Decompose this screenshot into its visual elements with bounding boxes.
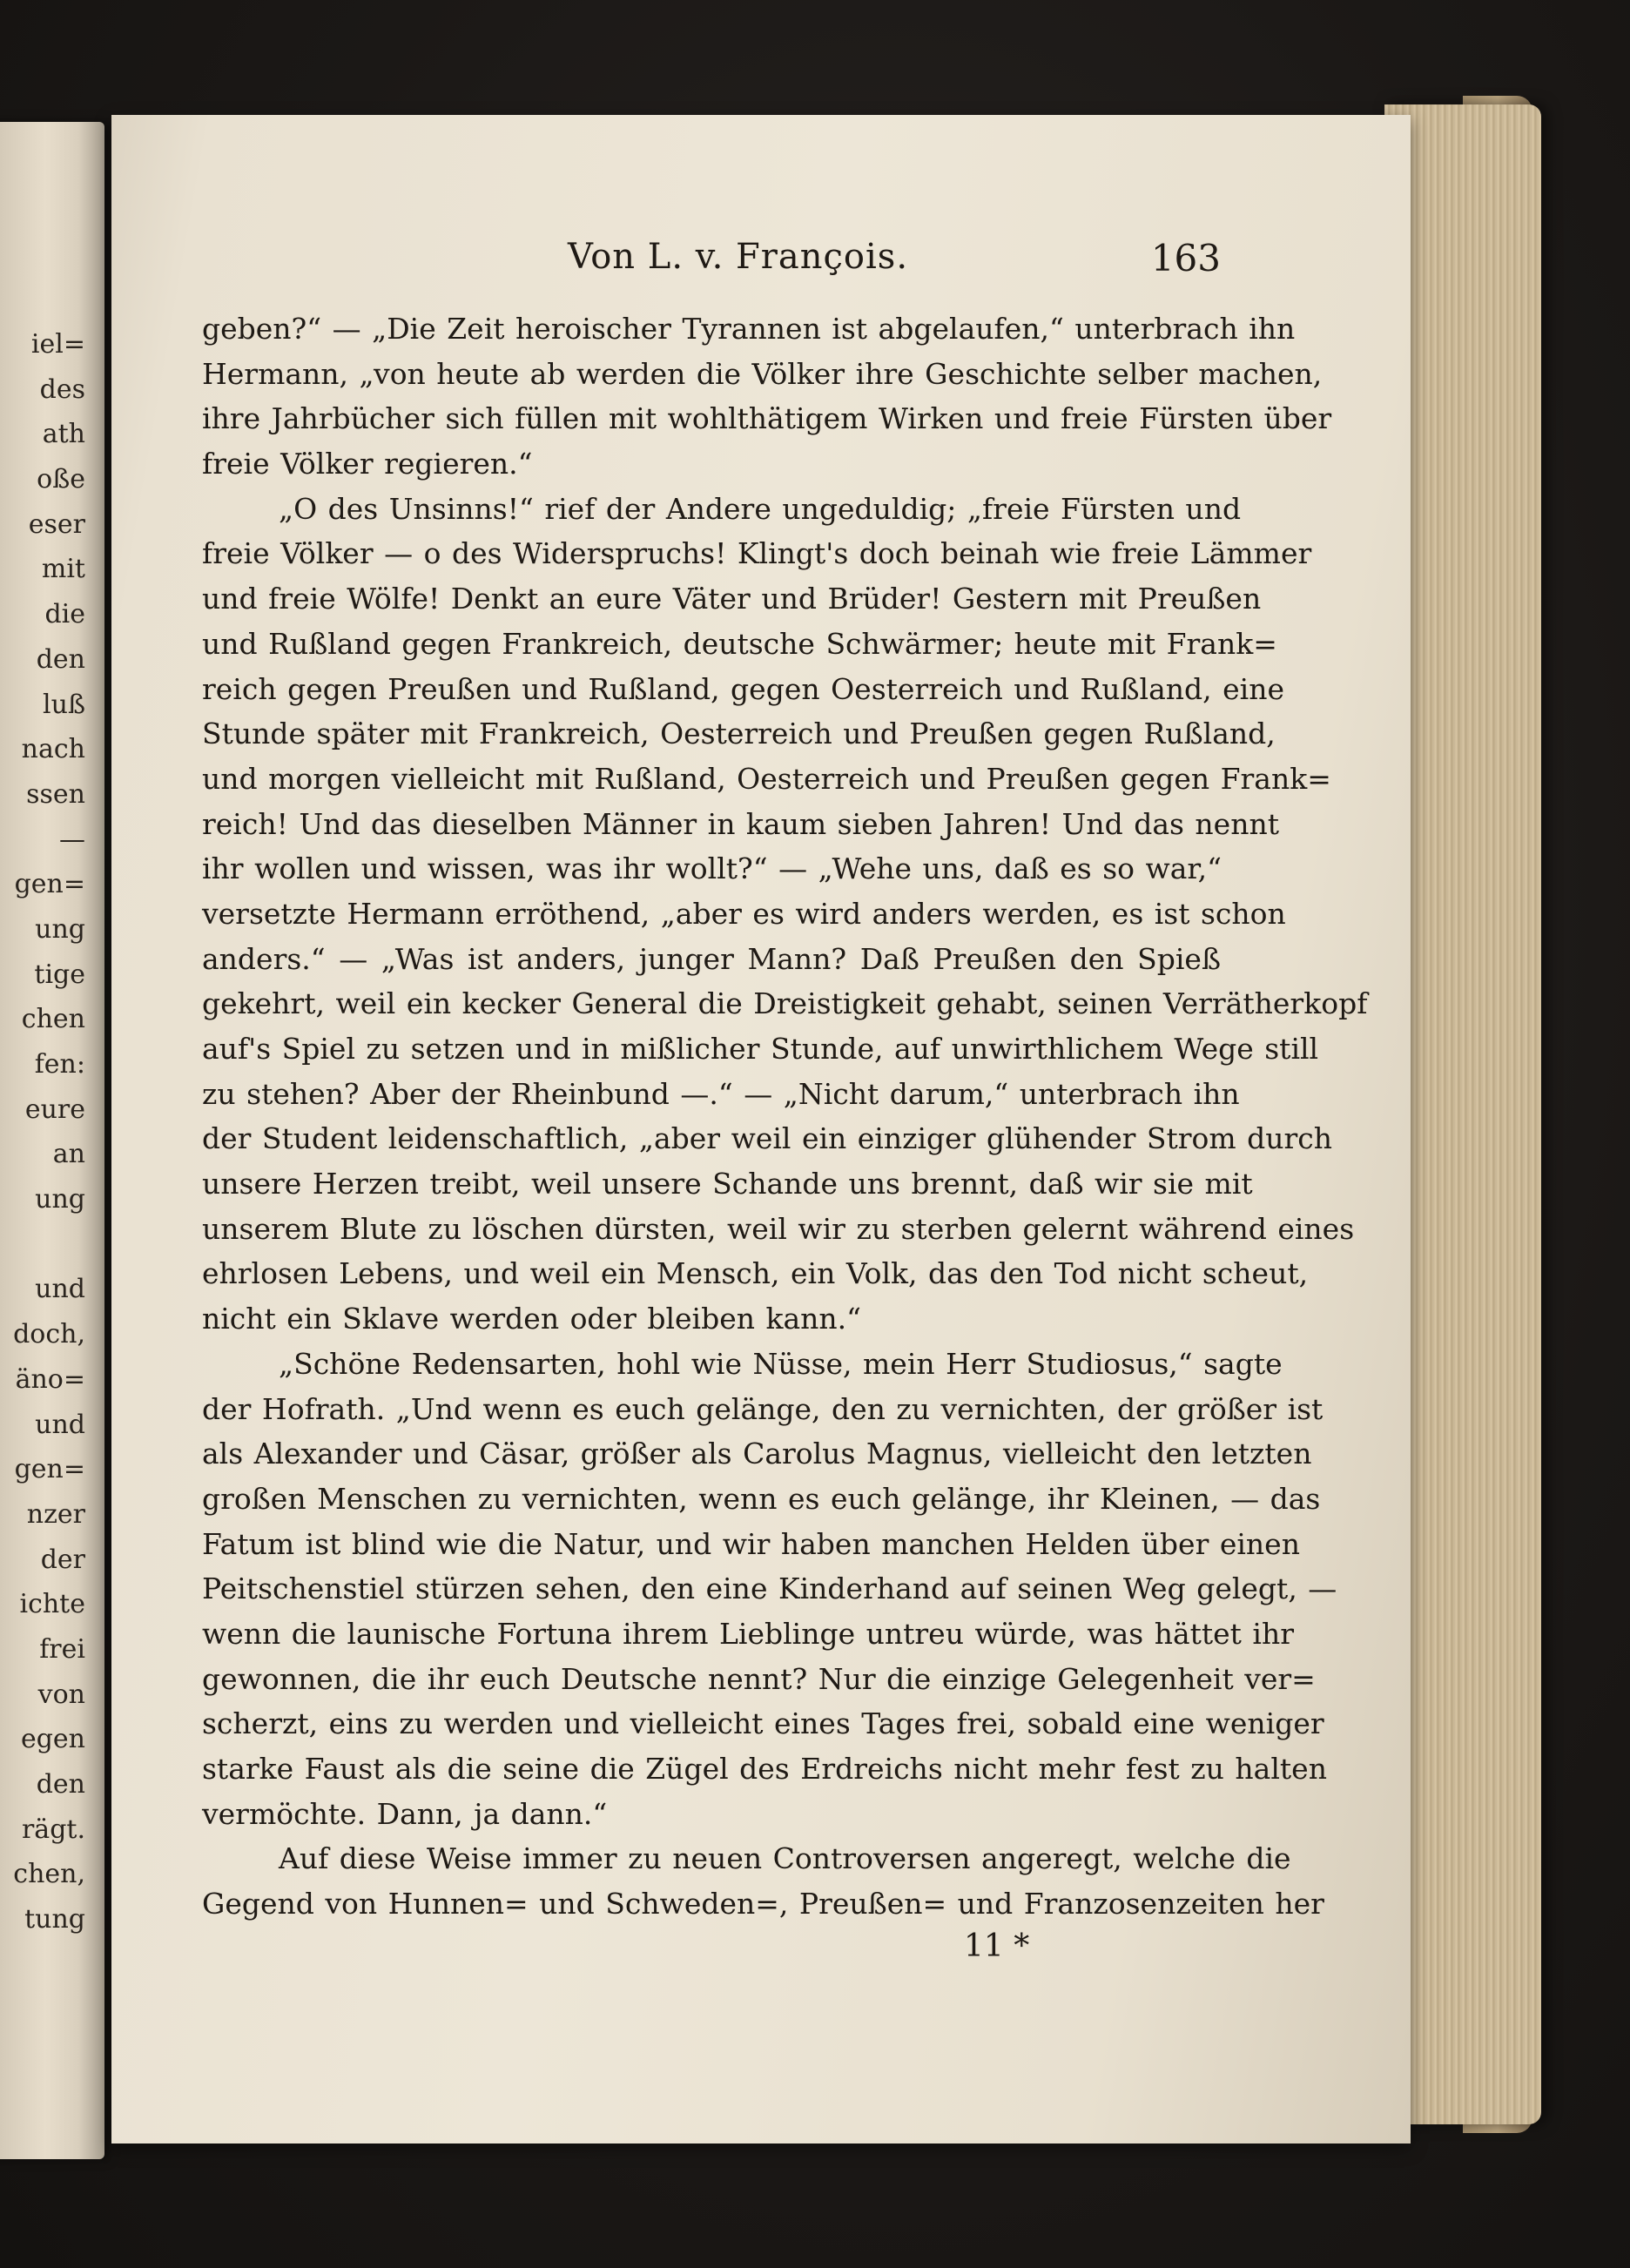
- text-line: unserem Blute zu löschen dürsten, weil wir zu sterben gelernt während eines: [202, 1211, 1355, 1246]
- text-line: ihre Jahrbücher sich füllen mit wohlthätigem Wirken und freie Fürsten über: [202, 401, 1332, 436]
- previous-page-text-fragments: [7, 322, 85, 1942]
- previous-page-line-fragment: äno=: [15, 1363, 85, 1395]
- previous-page-line-fragment: ung: [35, 1184, 85, 1215]
- page-content: [202, 237, 1368, 1974]
- text-line: Hermann, „von heute ab werden die Völker ihre Geschichte selber machen,: [202, 356, 1323, 391]
- text-line: Gegend von Hunnen= und Schweden=, Preußen= und Franzosenzeiten her: [202, 1887, 1324, 1921]
- previous-page-line-fragment: den: [36, 1769, 85, 1800]
- text-line: und Rußland gegen Frankreich, deutsche Schwärmer; heute mit Frank=: [202, 626, 1277, 661]
- previous-page-line-fragment: fen:: [34, 1049, 85, 1080]
- text-line: vermöchte. Dann, ja dann.“: [202, 1796, 608, 1831]
- text-line: Stunde später mit Frankreich, Oesterreich und Preußen gegen Rußland,: [202, 717, 1276, 751]
- previous-page-line-fragment: ath: [42, 419, 85, 450]
- previous-page-line-fragment: ssen: [26, 778, 85, 810]
- text-line: reich! Und das dieselben Männer in kaum sieben Jahren! Und das nennt: [202, 806, 1279, 841]
- previous-page-line-fragment: [7, 1222, 85, 1268]
- previous-page-line-fragment: tung: [24, 1904, 85, 1935]
- text-line: als Alexander und Cäsar, größer als Carolus Magnus, vielleicht den letzten: [202, 1437, 1312, 1471]
- previous-page-line-fragment: gen=: [14, 1454, 85, 1485]
- previous-page-line-fragment: an: [52, 1139, 85, 1170]
- text-line: der Student leidenschaftlich, „aber weil ein einziger glühender Strom durch: [202, 1121, 1333, 1156]
- previous-page-line-fragment: luß: [43, 689, 85, 720]
- text-line: gekehrt, weil ein kecker General die Dreistigkeit gehabt, seinen Verrätherkopf: [202, 986, 1368, 1021]
- text-line: freie Völker — o des Widerspruchs! Klingt's doch beinah wie freie Lämmer: [202, 536, 1312, 571]
- previous-page-line-fragment: eure: [24, 1094, 85, 1125]
- text-line: ihr wollen und wissen, was ihr wollt?“ — „Wehe uns, daß es so war,“: [202, 851, 1222, 886]
- previous-page-line-fragment: den: [36, 643, 85, 675]
- previous-page-line-fragment: nach: [21, 734, 85, 765]
- previous-page-line-fragment: tige: [34, 959, 85, 990]
- previous-page-line-fragment: chen: [21, 1004, 85, 1035]
- page-number: 163: [1150, 237, 1221, 279]
- text-line: „Schöne Redensarten, hohl wie Nüsse, mein Herr Studiosus,“ sagte: [279, 1346, 1283, 1381]
- previous-page-line-fragment: nzer: [26, 1498, 85, 1530]
- previous-page-line-fragment: eser: [28, 508, 85, 540]
- text-line: anders.“ — „Was ist anders, junger Mann? Daß Preußen den Spieß: [202, 941, 1221, 976]
- previous-page-line-fragment: —: [59, 824, 85, 855]
- text-line: nicht ein Sklave werden oder bleiben kann.“: [202, 1302, 862, 1336]
- previous-page-line-fragment: chen,: [13, 1859, 85, 1890]
- previous-page-line-fragment: mit: [41, 554, 85, 585]
- previous-page-line-fragment: oße: [37, 464, 85, 495]
- previous-page-line-fragment: und: [35, 1274, 85, 1305]
- running-title: Von L. v. François.: [568, 237, 909, 277]
- text-line: freie Völker regieren.“: [202, 447, 533, 481]
- previous-page-line-fragment: iel=: [30, 329, 85, 360]
- previous-page-line-fragment: der: [40, 1544, 85, 1575]
- previous-page-line-fragment: ung: [35, 913, 85, 945]
- previous-page-line-fragment: ichte: [19, 1589, 85, 1620]
- text-line: ehrlosen Lebens, und weil ein Mensch, ein Volk, das den Tod nicht scheut,: [202, 1256, 1309, 1291]
- text-line: auf's Spiel zu setzen und in mißlicher Stunde, auf unwirthlichem Wege still: [202, 1032, 1319, 1066]
- previous-page-line-fragment: und: [35, 1409, 85, 1440]
- text-line: wenn die launische Fortuna ihrem Lieblinge untreu würde, was hättet ihr: [202, 1616, 1295, 1651]
- previous-page-line-fragment: rägt.: [21, 1814, 85, 1845]
- text-line: unsere Herzen treibt, weil unsere Schande uns brennt, daß wir sie mit: [202, 1167, 1253, 1201]
- previous-page-line-fragment: die: [44, 599, 85, 630]
- text-line: geben?“ — „Die Zeit heroischer Tyrannen ist abgelaufen,“ unterbrach ihn: [202, 312, 1296, 346]
- text-line: scherzt, eins zu werden und vielleicht eines Tages frei, sobald eine weniger: [202, 1706, 1324, 1741]
- book-page: [111, 115, 1411, 2143]
- text-line: der Hofrath. „Und wenn es euch gelänge, den zu vernichten, der größer ist: [202, 1391, 1324, 1426]
- previous-page-line-fragment: des: [39, 374, 85, 405]
- text-line: gewonnen, die ihr euch Deutsche nennt? Nur die einzige Gelegenheit ver=: [202, 1661, 1316, 1696]
- previous-page-line-fragment: egen: [20, 1724, 85, 1755]
- text-line: und freie Wölfe! Denkt an eure Väter und Brüder! Gestern mit Preußen: [202, 582, 1262, 616]
- text-line: Auf diese Weise immer zu neuen Controversen angeregt, welche die: [279, 1841, 1291, 1876]
- running-head: [202, 237, 1221, 306]
- text-line: Peitschenstiel stürzen sehen, den eine Kinderhand auf seinen Weg gelegt, —: [202, 1571, 1337, 1606]
- text-line: versetzte Hermann erröthend, „aber es wird anders werden, es ist schon: [202, 896, 1286, 931]
- previous-page-edge: [0, 122, 104, 2159]
- signature-mark: 11 *: [964, 1928, 1030, 1964]
- text-line: großen Menschen zu vernichten, wenn es euch gelänge, ihr Kleinen, — das: [202, 1481, 1321, 1516]
- text-line: starke Faust als die seine die Zügel des Erdreichs nicht mehr fest zu halten: [202, 1752, 1327, 1786]
- previous-page-line-fragment: doch,: [13, 1319, 85, 1350]
- previous-page-line-fragment: gen=: [14, 869, 85, 900]
- text-line: Fatum ist blind wie die Natur, und wir haben manchen Helden über einen: [202, 1526, 1300, 1561]
- text-line: „O des Unsinns!“ rief der Andere ungeduldig; „freie Fürsten und: [279, 491, 1242, 526]
- text-line: zu stehen? Aber der Rheinbund —.“ — „Nicht darum,“ unterbrach ihn: [202, 1076, 1240, 1111]
- text-line: reich gegen Preußen und Rußland, gegen Oesterreich und Rußland, eine: [202, 671, 1284, 706]
- body-text: [202, 306, 1368, 1927]
- previous-page-line-fragment: frei: [39, 1633, 85, 1665]
- text-line: und morgen vielleicht mit Rußland, Oesterreich und Preußen gegen Frank=: [202, 761, 1331, 796]
- previous-page-line-fragment: von: [37, 1679, 85, 1710]
